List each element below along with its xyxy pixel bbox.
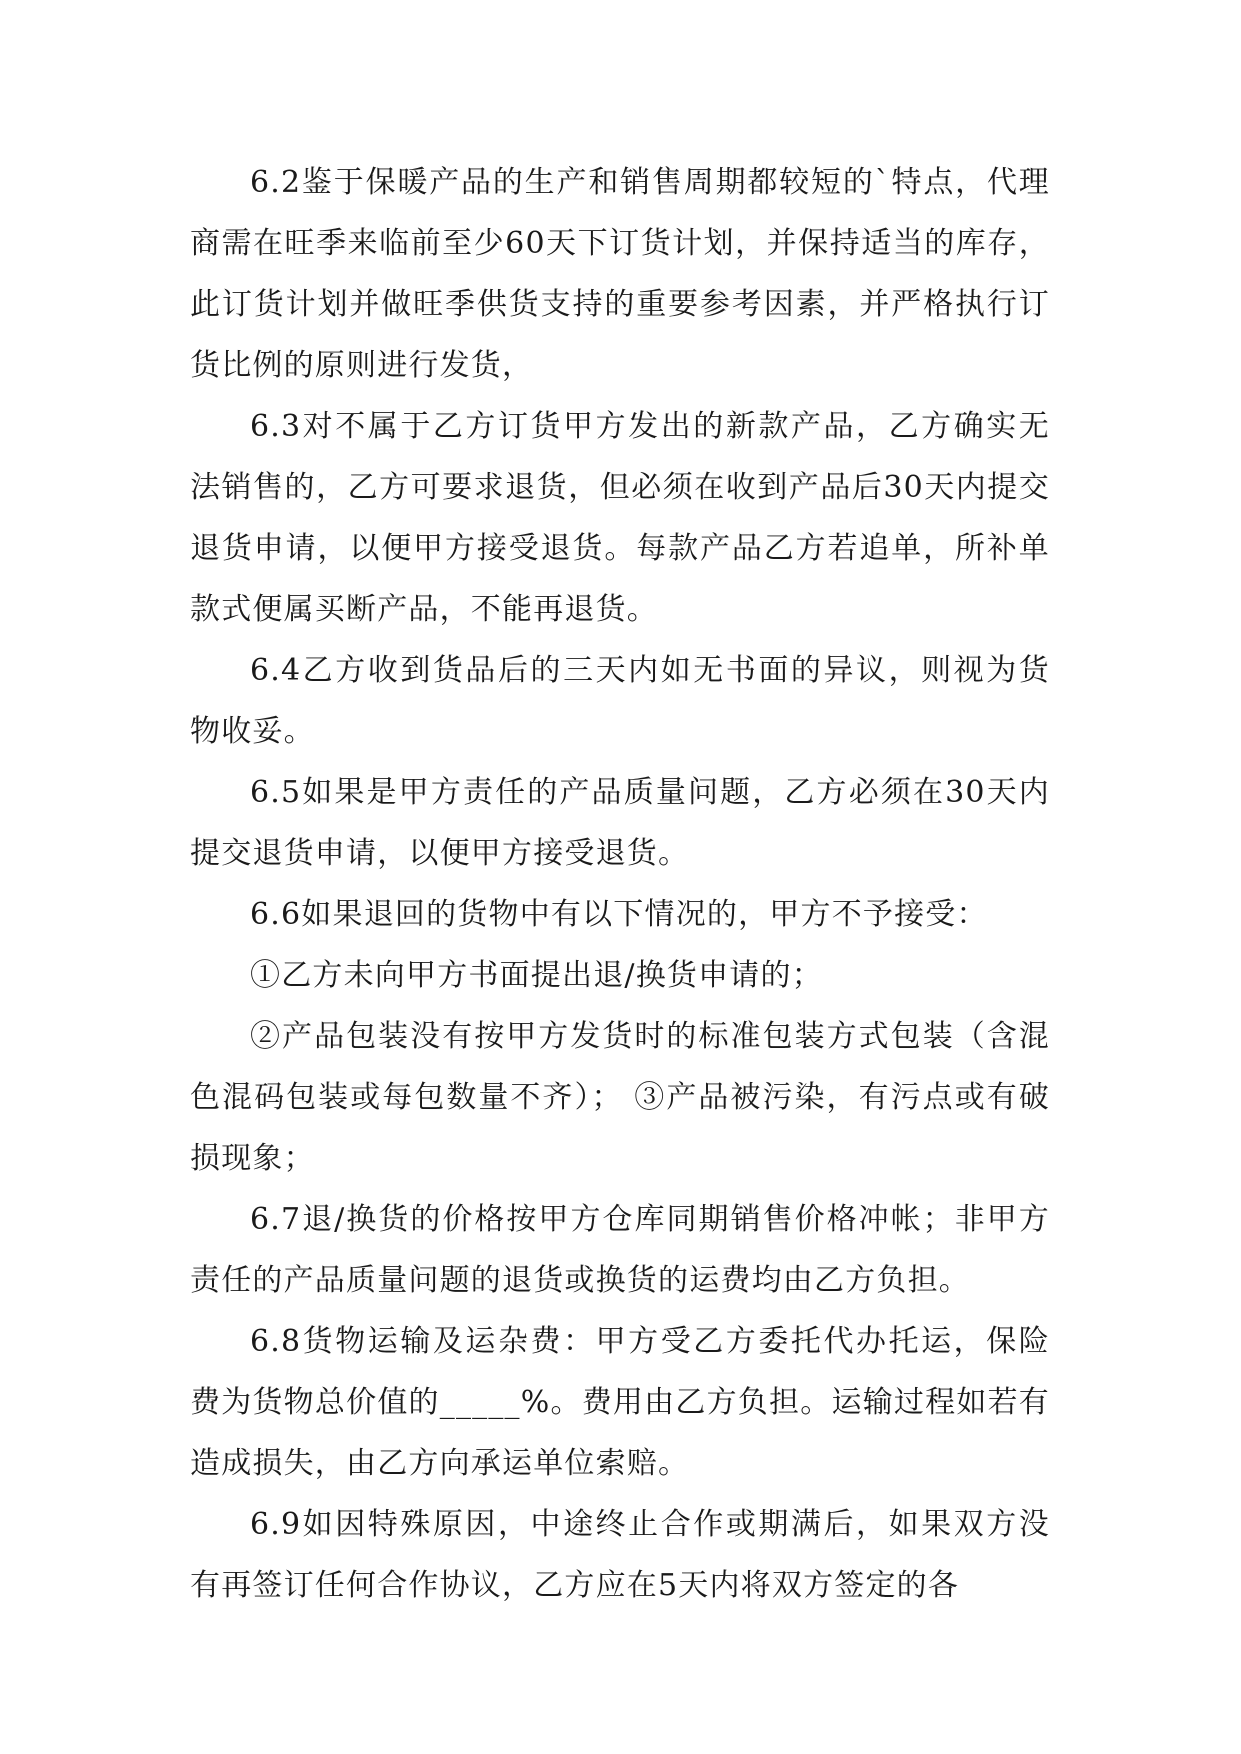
document-body (190, 152, 1050, 1616)
paragraph-6-4: 6.4乙方收到货品后的三天内如无书面的异议，则视为货物收妥。 (190, 653, 1050, 749)
paragraph-6-6: 6.6如果退回的货物中有以下情况的，甲方不予接受： (250, 897, 988, 932)
paragraph-6-6-item-2-3: ②产品包装没有按甲方发货时的标准包装方式包装（含混色混码包装或每包数量不齐）； ③产品被污染，有污点或有破损现象； (190, 1019, 1050, 1176)
paragraph-6-7: 6.7退/换货的价格按甲方仓库同期销售价格冲帐；非甲方责任的产品质量问题的退货或换货的运费均由乙方负担。 (190, 1202, 1050, 1298)
paragraph-6-5: 6.5如果是甲方责任的产品质量问题，乙方必须在30天内提交退货申请，以便甲方接受退货。 (190, 775, 1050, 871)
paragraph-6-2: 6.2鉴于保暖产品的生产和销售周期都较短的`特点，代理商需在旺季来临前至少60天下订货计划，并保持适当的库存，此订货计划并做旺季供货支持的重要参考因素，并严格执行订货比例的原则进行发货， (190, 165, 1050, 383)
paragraph-6-3: 6.3对不属于乙方订货甲方发出的新款产品，乙方确实无法销售的，乙方可要求退货，但必须在收到产品后30天内提交退货申请，以便甲方接受退货。每款产品乙方若追单，所补单款式便属买断产品，不能再退货。 (190, 409, 1050, 627)
paragraph-6-6-item-1: ①乙方未向甲方书面提出退/换货申请的； (250, 958, 823, 993)
paragraph-6-8: 6.8货物运输及运杂费：甲方受乙方委托代办托运，保险费为货物总价值的_____%。费用由乙方负担。运输过程如若有造成损失，由乙方向承运单位索赔。 (190, 1324, 1050, 1481)
paragraph-6-9: 6.9如因特殊原因，中途终止合作或期满后，如果双方没有再签订任何合作协议，乙方应在5天内将双方签定的各 (190, 1507, 1050, 1603)
